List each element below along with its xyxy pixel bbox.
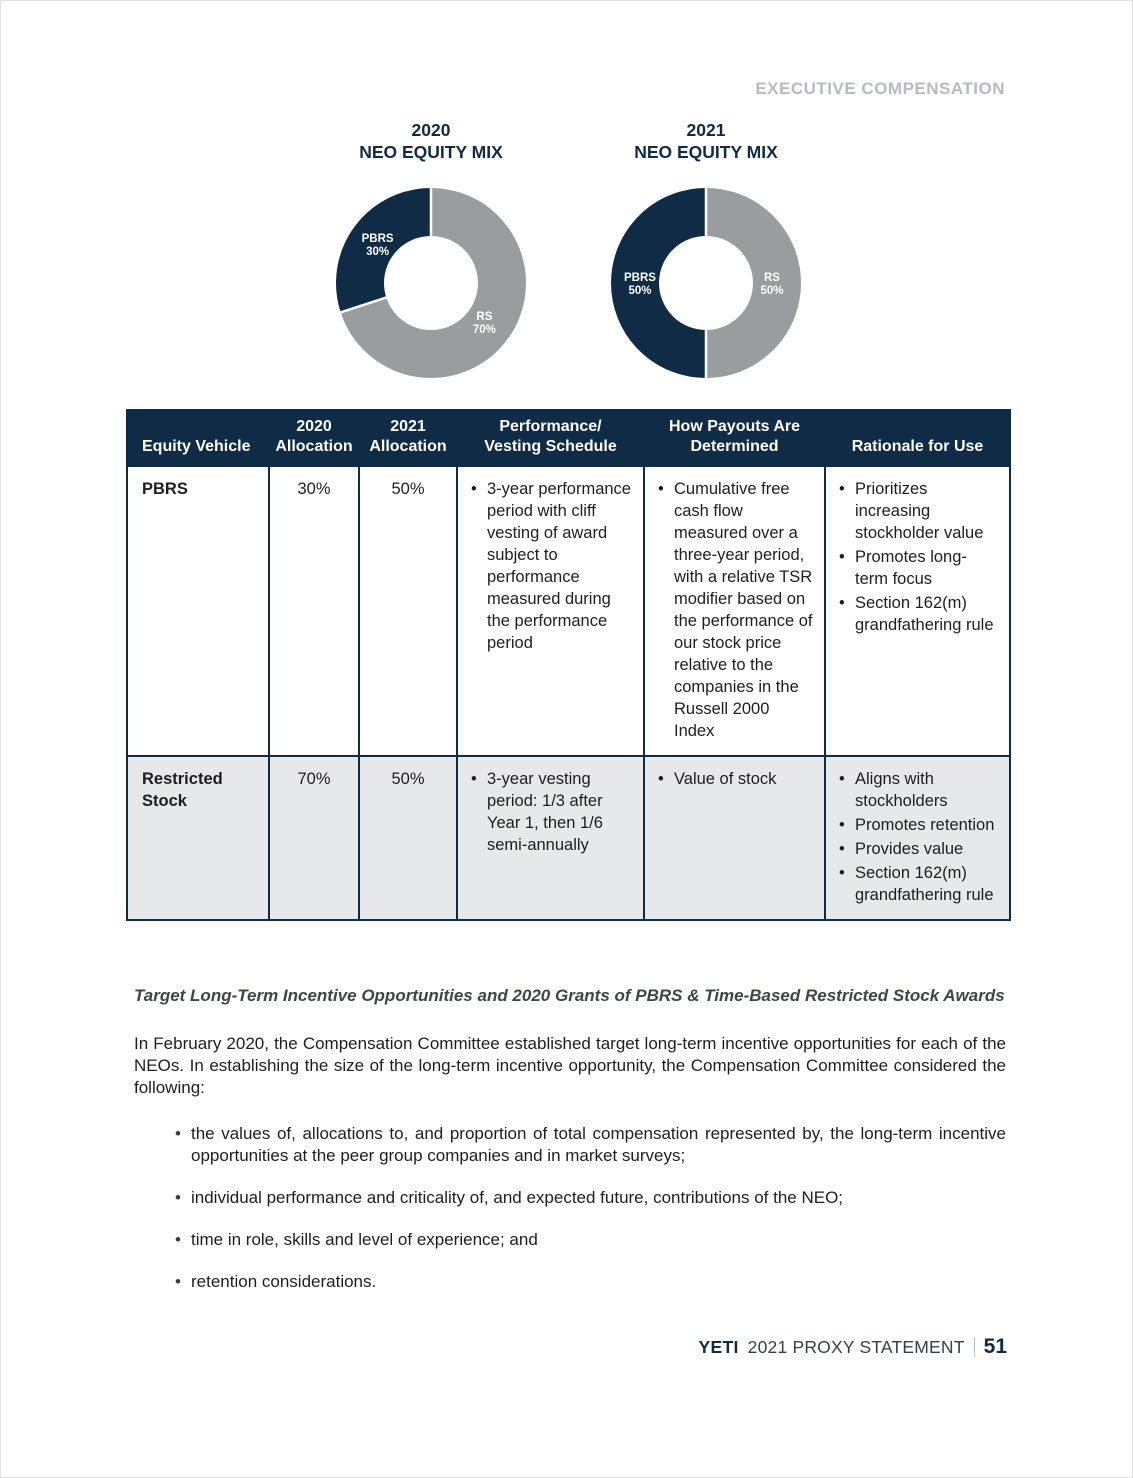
payouts-list — [655, 768, 814, 790]
donut-segment-label-pbrs: PBRS 50% — [624, 272, 656, 297]
bullet-item: • Promotes long-term focus — [836, 546, 999, 590]
table-row-pbrs — [127, 466, 1010, 756]
cell-vesting — [457, 466, 644, 756]
col-header-how-payouts-determined: How Payouts Are Determined — [644, 410, 825, 466]
bullet-item: • the values of, allocations to, and proportion of total compensation represented by, the long-term incentive opportunities at the peer group companies and in market surveys; — [134, 1123, 1006, 1167]
chart-subtitle: NEO EQUITY MIX — [634, 142, 778, 162]
running-head: EXECUTIVE COMPENSATION — [755, 79, 1005, 98]
col-header-equity-vehicle: Equity Vehicle — [127, 410, 269, 466]
chart-title-2021 — [601, 119, 811, 163]
vesting-list — [468, 768, 633, 856]
chart-title-2020 — [326, 119, 536, 163]
cell-payouts — [644, 756, 825, 920]
cell-vesting — [457, 756, 644, 920]
footer-page-number: 51 — [983, 1335, 1007, 1358]
bullet-item: • 3-year performance period with cliff vesting of award subject to performance measured during the performance period — [468, 478, 633, 654]
donut-svg — [606, 183, 806, 383]
chart-subtitle: NEO EQUITY MIX — [359, 142, 503, 162]
donut-segment-label-rs: RS 70% — [472, 310, 496, 336]
donut-figure-2021 — [601, 119, 811, 383]
footer-brand: YETI — [698, 1336, 739, 1357]
cell-rationale — [825, 466, 1010, 756]
rationale-list — [836, 768, 999, 906]
payouts-list — [655, 478, 814, 742]
cell-payouts — [644, 466, 825, 756]
table-header-row — [127, 410, 1010, 466]
bullet-item: • Value of stock — [655, 768, 814, 790]
narrative-section — [134, 985, 1006, 1313]
bullet-item: • Section 162(m) grandfathering rule — [836, 862, 999, 906]
consideration-bullet-list — [134, 1123, 1006, 1293]
donut-figure-2020 — [326, 119, 536, 383]
donut-segment-label-pbrs: PBRS 30% — [361, 233, 394, 259]
col-header-rationale: Rationale for Use — [825, 410, 1010, 466]
footer-divider — [974, 1337, 975, 1357]
cell-2020-allocation: 70% — [269, 756, 359, 920]
cell-2021-allocation: 50% — [359, 466, 457, 756]
bullet-item: • 3-year vesting period: 1/3 after Year 1, then 1/6 semi-annually — [468, 768, 633, 856]
page-footer — [699, 1335, 1007, 1359]
cell-vehicle: Restricted Stock — [127, 756, 269, 920]
col-header-2021-allocation: 2021 Allocation — [359, 410, 457, 466]
section-heading: Target Long-Term Incentive Opportunities and 2020 Grants of PBRS & Time-Based Restricted Stock Awards — [134, 986, 1005, 1005]
equity-vehicle-table — [126, 409, 1011, 921]
bullet-item: • Provides value — [836, 838, 999, 860]
donut-chart-2021 — [601, 183, 811, 383]
rationale-list — [836, 478, 999, 636]
bullet-item: • retention considerations. — [134, 1271, 1006, 1293]
intro-paragraph: In February 2020, the Compensation Committee established target long-term incentive opportunities for each of the NEOs. In establishing the size of the long-term incentive opportunity, the Compensation Committee considered the following: — [134, 1034, 1006, 1097]
bullet-item: • time in role, skills and level of experience; and — [134, 1229, 1006, 1251]
donut-svg — [331, 183, 531, 383]
vesting-list — [468, 478, 633, 654]
donut-chart-2020 — [326, 183, 536, 383]
bullet-item: • Prioritizes increasing stockholder value — [836, 478, 999, 544]
table-row-restricted-stock — [127, 756, 1010, 920]
footer-doc-title: 2021 PROXY STATEMENT — [747, 1336, 965, 1357]
cell-rationale — [825, 756, 1010, 920]
equity-mix-charts — [1, 119, 1132, 409]
chart-year-label: 2020 — [411, 120, 451, 140]
cell-2021-allocation: 50% — [359, 756, 457, 920]
bullet-item: • Cumulative free cash flow measured over a three-year period, with a relative TSR modifier based on the performance of our stock price relative to the companies in the Russell 2000 Index — [655, 478, 814, 742]
bullet-item: • Promotes retention — [836, 814, 999, 836]
cell-2020-allocation: 30% — [269, 466, 359, 756]
bullet-item: • Aligns with stockholders — [836, 768, 999, 812]
cell-vehicle: PBRS — [127, 466, 269, 756]
chart-year-label: 2021 — [686, 120, 726, 140]
bullet-item: • individual performance and criticality of, and expected future, contributions of the NEO; — [134, 1187, 1006, 1209]
col-header-vesting-schedule: Performance/ Vesting Schedule — [457, 410, 644, 466]
donut-segment-label-rs: RS 50% — [760, 272, 784, 297]
bullet-item: • Section 162(m) grandfathering rule — [836, 592, 999, 636]
col-header-2020-allocation: 2020 Allocation — [269, 410, 359, 466]
